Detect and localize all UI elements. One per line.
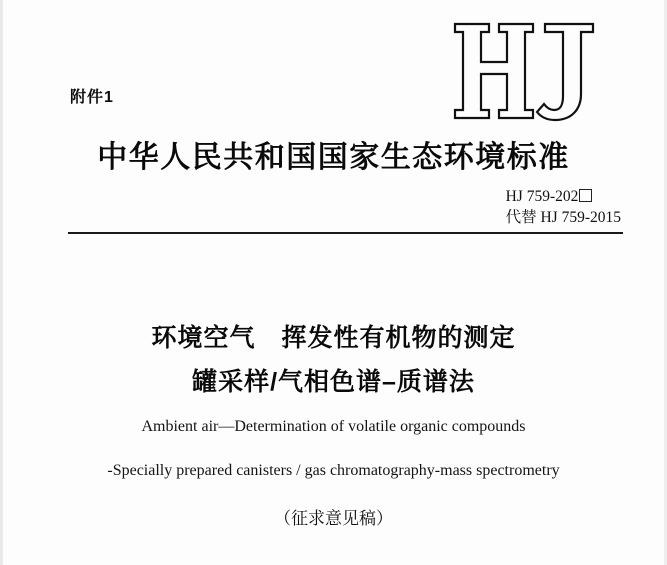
standard-code-primary bbox=[506, 186, 621, 207]
standard-title: 中华人民共和国国家生态环境标准 bbox=[97, 141, 570, 174]
title-divider bbox=[68, 232, 623, 234]
code-placeholder-box-icon bbox=[579, 189, 592, 202]
attachment-label: 附件1 bbox=[70, 89, 114, 106]
standard-code-replaces: 代替 HJ 759-2015 bbox=[505, 209, 621, 226]
subject-title-cn-line2: 罐采样/气相色谱–质谱法 bbox=[192, 368, 475, 396]
subject-title-cn-line1: 环境空气 挥发性有机物的测定 bbox=[151, 324, 516, 352]
standard-code-number: HJ 759-202 bbox=[505, 188, 579, 205]
draft-status-label: （征求意见稿） bbox=[274, 509, 393, 528]
standard-code-block bbox=[506, 186, 621, 228]
hj-logo-icon bbox=[449, 18, 599, 128]
scan-edge-left bbox=[0, 0, 3, 565]
subject-title-en-line1: Ambient air—Determination of volatile organic compounds bbox=[141, 418, 526, 435]
subject-title-en-line2: -Specially prepared canisters / gas chromatography-mass spectrometry bbox=[107, 462, 560, 479]
